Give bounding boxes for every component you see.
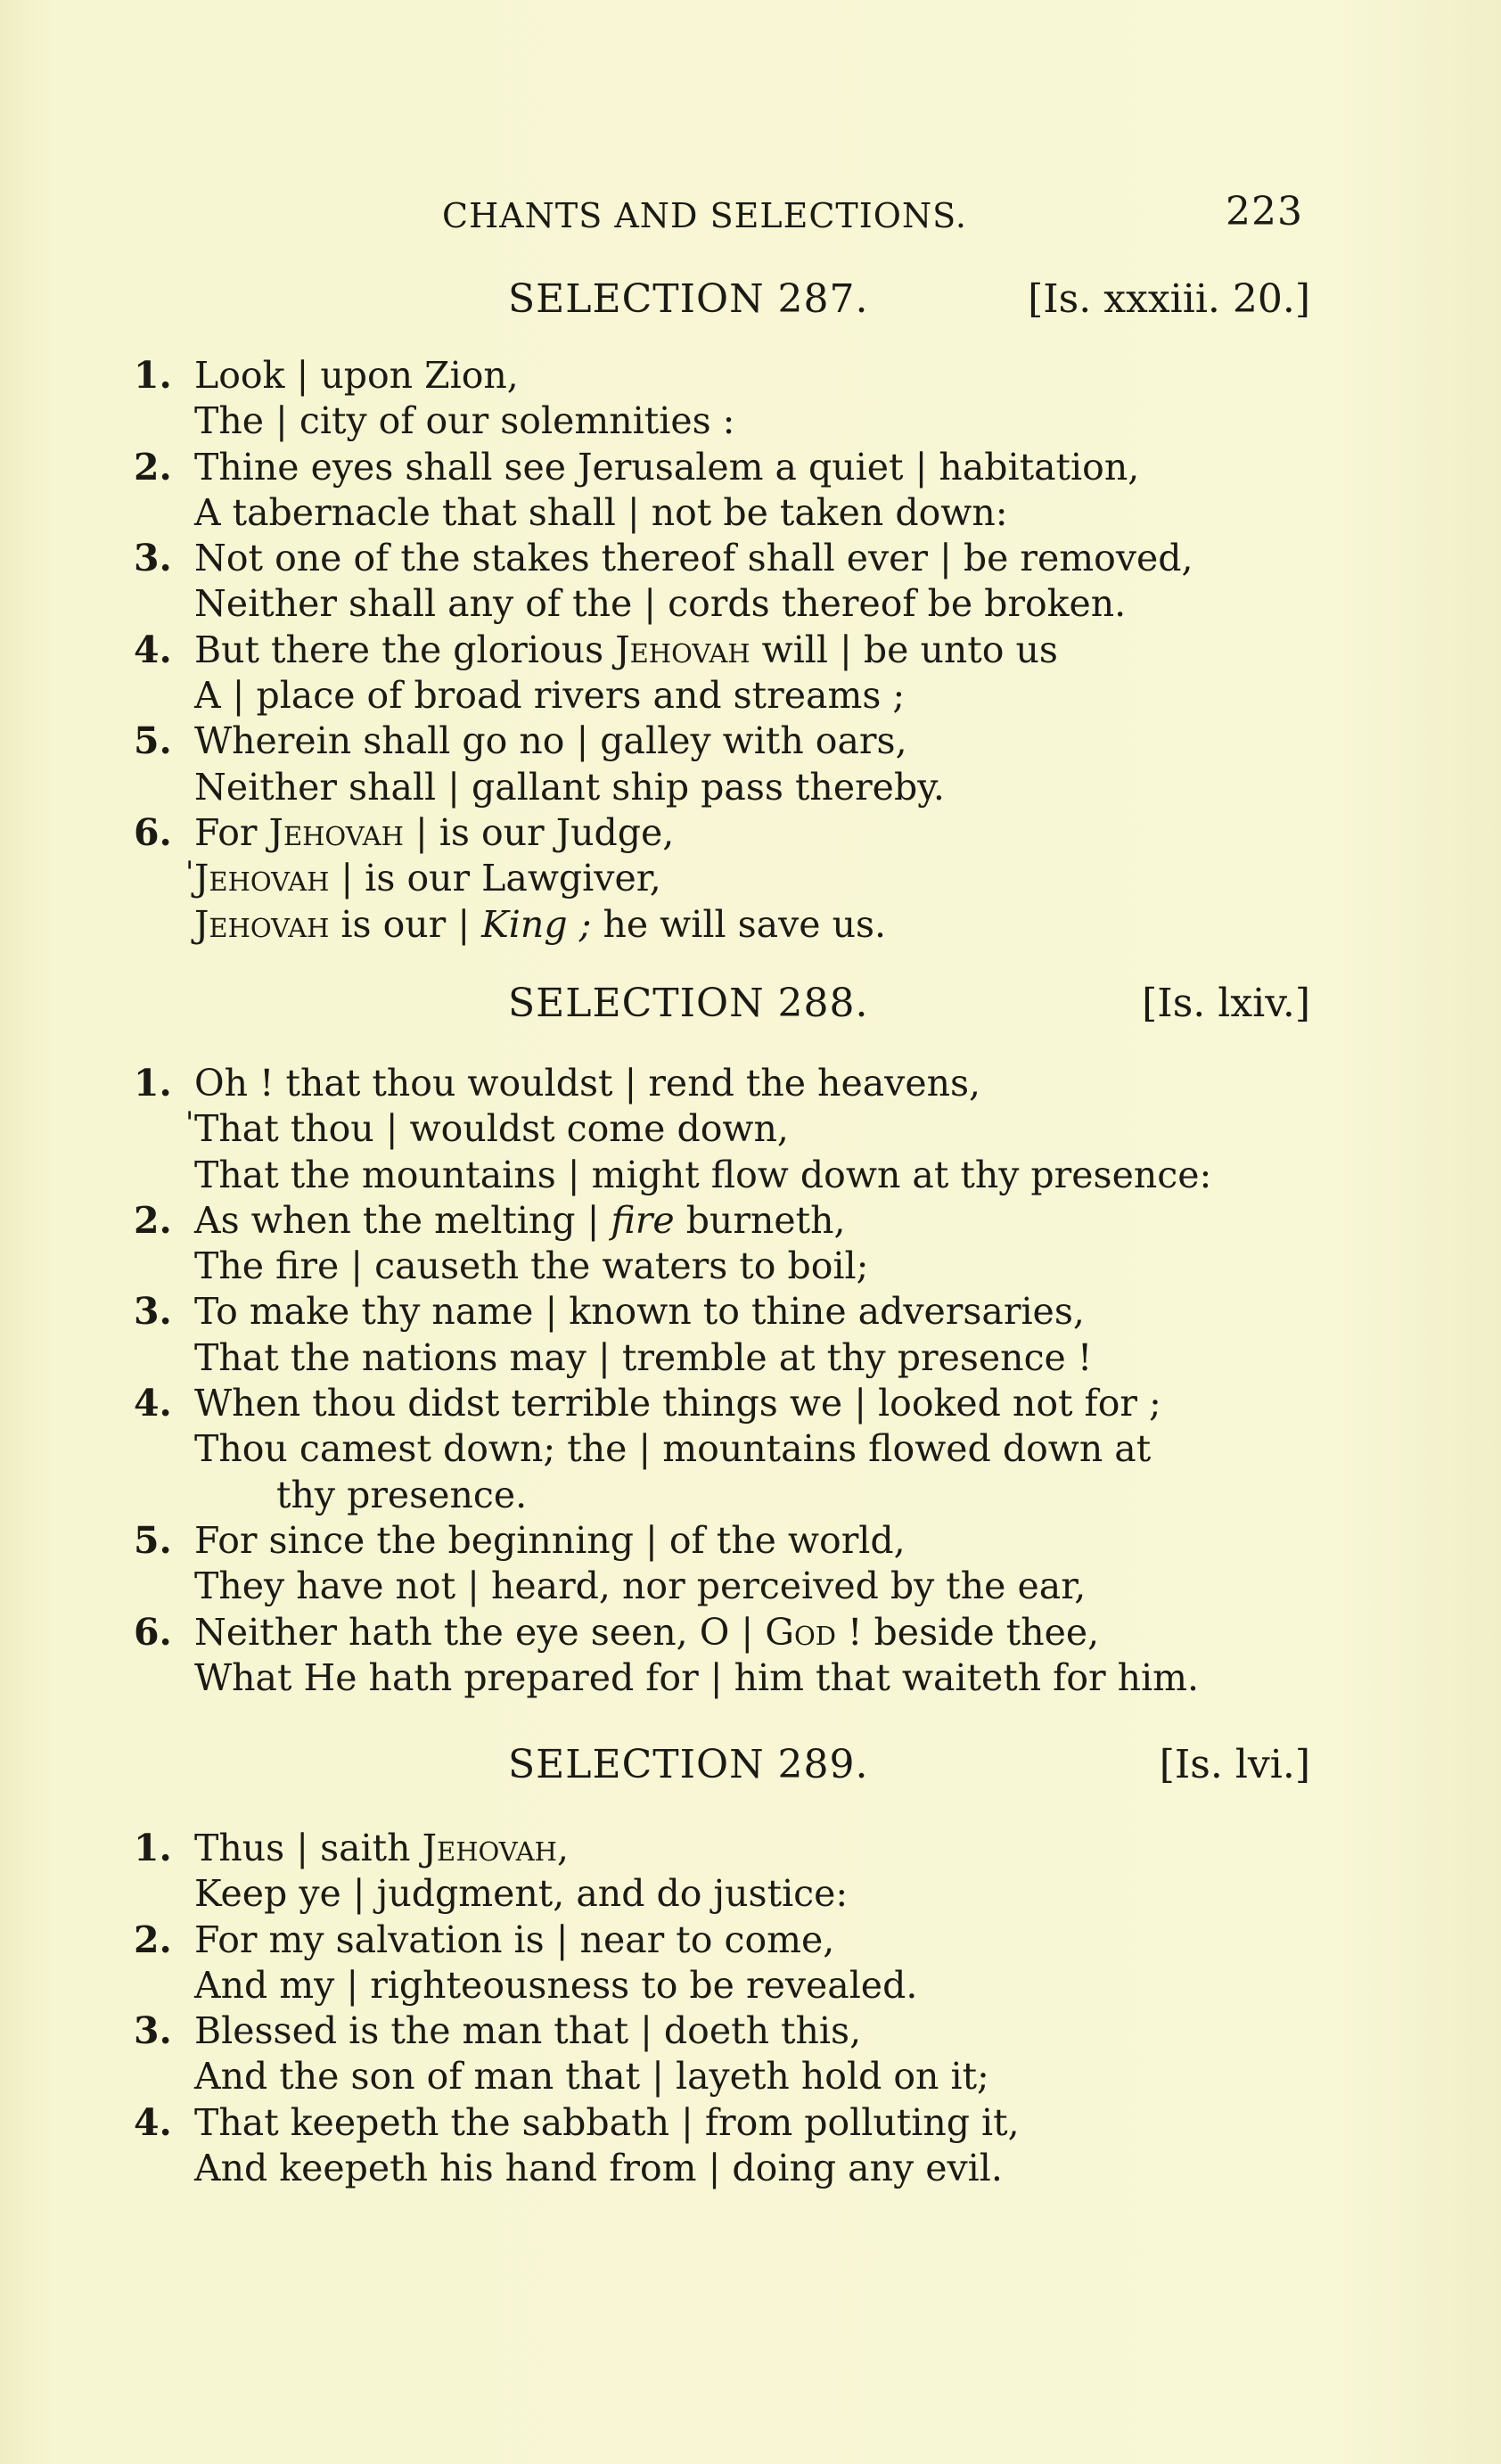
- chant-mark: ': [185, 1105, 194, 1142]
- verse-text-part: burneth,: [674, 1198, 846, 1242]
- divine-name: Jehovah: [268, 810, 404, 854]
- verse-text: [194, 1289, 1085, 1335]
- verse-text-part: Thine eyes shall see Jerusalem a quiet | habitation,: [194, 445, 1140, 489]
- verse-line: [134, 1871, 1328, 1917]
- verse-number: 5.: [134, 1518, 172, 1562]
- divine-name: God: [765, 1610, 837, 1654]
- verse-number: 1.: [134, 1062, 172, 1105]
- verse-text: [194, 2100, 1020, 2146]
- verse-text-part: And keepeth his hand from | doing any evil.: [194, 2147, 1003, 2190]
- verse-line: [134, 2054, 1328, 2099]
- verse-text: [194, 581, 1126, 627]
- verse-text-part: For my salvation is | near to come,: [194, 1918, 835, 1961]
- verse-line: [134, 445, 1328, 490]
- verse-text-part: Oh ! that thou wouldst | rend the heavens,: [194, 1062, 981, 1105]
- verse-text-part: will | be unto us: [750, 628, 1058, 671]
- verse-line: [134, 1198, 1328, 1244]
- verse-text-part: And my | righteousness to be revealed.: [194, 1963, 918, 2007]
- verse-text-part: Not one of the stakes thereof shall ever | be removed,: [194, 537, 1193, 580]
- verse-text-part: | is our Judge,: [403, 810, 675, 854]
- verse-line: [134, 673, 1328, 719]
- verse-line: [134, 353, 1328, 398]
- verse-number: 1.: [134, 1827, 172, 1869]
- verse-text: [194, 1106, 789, 1152]
- verse-text-part: Look | upon Zion,: [194, 354, 519, 397]
- verse-text-part: Thou camest down; the | mountains flowed down at: [194, 1427, 1152, 1471]
- verse-text-part: The | city of our solemnities :: [194, 399, 735, 443]
- verse-number: 1.: [134, 354, 172, 397]
- scripture-reference: [Is. lxiv.]: [1142, 981, 1310, 1026]
- verse-text-part: That the nations may | tremble at thy presence !: [194, 1335, 1093, 1379]
- verse-text-part: is our |: [329, 902, 482, 946]
- verse-text-part: They have not | heard, nor perceived by the ear,: [194, 1565, 1087, 1608]
- verse-line: [134, 1381, 1328, 1426]
- verse-line: [134, 1106, 1328, 1152]
- verse-number: 4.: [134, 2100, 172, 2144]
- verse-line: [134, 810, 1328, 856]
- verse-text-part: That keepeth the sabbath | from polluting it,: [194, 2100, 1020, 2144]
- verse-text-part: The fire | causeth the waters to boil;: [194, 1244, 869, 1288]
- verse-text-part: he will save us.: [591, 902, 887, 946]
- verse-line: [134, 490, 1328, 536]
- verse-number: 4.: [134, 628, 172, 671]
- verse-text: [194, 1244, 868, 1289]
- verse-text: [194, 1918, 834, 1963]
- verse-text-part: Neither shall | gallant ship pass thereby.: [194, 765, 945, 809]
- verse-text-part: For: [194, 810, 269, 854]
- verse-text-part: Wherein shall go no | galley with oars,: [194, 719, 907, 763]
- selection-heading: [125, 276, 1310, 330]
- verse-text: [194, 1826, 569, 1871]
- verse-text-part: To make thy name | known to thine adversaries,: [194, 1290, 1085, 1334]
- verse-text-part: But there the glorious: [194, 628, 616, 671]
- verse-number: 2.: [134, 1918, 172, 1961]
- verse-text-part: When thou didst terrible things we | looked not for ;: [194, 1382, 1161, 1425]
- verse-text: [194, 1655, 1199, 1701]
- verse-text-part: A | place of broad rivers and streams ;: [194, 674, 906, 718]
- verse-line: [134, 856, 1328, 901]
- verse-line: [134, 1426, 1328, 1472]
- verse-number: 5.: [134, 719, 172, 763]
- verse-text: [194, 2146, 1003, 2191]
- verse-line: [134, 1244, 1328, 1289]
- chant-mark: ': [185, 855, 194, 891]
- verse-text: [194, 673, 905, 719]
- verse-line: [134, 536, 1328, 581]
- running-title: CHANTS AND SELECTIONS.: [442, 196, 967, 235]
- verse-text: [194, 1518, 906, 1564]
- verse-text: [194, 810, 674, 856]
- selection-heading: [125, 1742, 1310, 1795]
- verse-text: [194, 719, 907, 764]
- verse-text: [194, 1153, 1211, 1198]
- divine-name: Jehovah: [194, 902, 330, 946]
- verse-text: [194, 2054, 989, 2099]
- verse-text-part: Neither hath the eye seen, O |: [194, 1610, 766, 1654]
- verse-number: 3.: [134, 2009, 172, 2053]
- verse-text-part: What He hath prepared for | him that waiteth for him.: [194, 1655, 1200, 1699]
- verse-number: 2.: [134, 1198, 172, 1242]
- scripture-reference: [Is. xxxiii. 20.]: [1028, 276, 1310, 322]
- verse-text: [194, 490, 1008, 536]
- verse-line: [134, 581, 1328, 627]
- selection-heading: [125, 981, 1310, 1034]
- verse-text: [194, 1610, 1099, 1655]
- verse-number: 6.: [134, 1610, 172, 1654]
- verse-text: [194, 1061, 980, 1106]
- selection-verses: [134, 1061, 1328, 1701]
- verse-line: [134, 398, 1328, 444]
- verse-line: [134, 2146, 1328, 2191]
- verse-line: [134, 2100, 1328, 2146]
- selection-title: SELECTION 288.: [508, 981, 869, 1026]
- verse-number: 2.: [134, 445, 172, 489]
- verse-line: [134, 1518, 1328, 1564]
- verse-text: [194, 1564, 1086, 1609]
- verse-line: [134, 1918, 1328, 1963]
- selection-verses: [134, 1826, 1328, 2191]
- verse-line: [134, 902, 1328, 948]
- verse-text: [194, 353, 519, 398]
- divine-name: Jehovah: [422, 1827, 557, 1869]
- verse-text-part: A tabernacle that shall | not be taken down:: [194, 490, 1008, 534]
- verse-line: [134, 628, 1328, 673]
- verse-line: [134, 1335, 1328, 1381]
- verse-text: [194, 1198, 846, 1244]
- verse-line: [134, 765, 1328, 810]
- verse-line: [134, 719, 1328, 764]
- verse-line: [134, 1963, 1328, 2008]
- italic-word: fire: [611, 1198, 675, 1242]
- verse-text-part: For since the beginning | of the world,: [194, 1518, 906, 1562]
- verse-text: [194, 856, 661, 901]
- verse-number: 3.: [134, 1290, 172, 1334]
- verse-line: [134, 1564, 1328, 1609]
- verse-number: 3.: [134, 537, 172, 580]
- divine-name: Jehovah: [615, 628, 750, 671]
- verse-text: [194, 445, 1139, 490]
- verse-text-part: ! beside thee,: [836, 1610, 1100, 1654]
- verse-text-part: Thus | saith: [194, 1827, 422, 1869]
- verse-text: [194, 628, 1058, 673]
- verse-text: [194, 1335, 1092, 1381]
- verse-text-part: And the son of man that | layeth hold on it;: [194, 2055, 989, 2099]
- verse-text-part: Neither shall any of the | cords thereof be broken.: [194, 582, 1127, 626]
- verse-text-part: That thou | wouldst come down,: [194, 1107, 789, 1151]
- verse-text: [194, 1381, 1161, 1426]
- verse-text: [194, 1963, 917, 2008]
- verse-text: [194, 1426, 1151, 1472]
- verse-text: [194, 902, 886, 948]
- verse-text-part: That the mountains | might flow down at thy presence:: [194, 1153, 1212, 1196]
- scripture-reference: [Is. lvi.]: [1159, 1742, 1310, 1787]
- verse-line: [134, 1153, 1328, 1198]
- verse-line: [134, 1610, 1328, 1655]
- verse-text-part: As when the melting |: [194, 1198, 611, 1242]
- verse-line: [134, 1826, 1328, 1871]
- verse-line: [134, 1061, 1328, 1106]
- verse-number: 4.: [134, 1382, 172, 1425]
- verse-text: [194, 398, 735, 444]
- italic-word: King ;: [481, 902, 592, 946]
- verse-number: 6.: [134, 810, 172, 854]
- verse-text-part: ,: [556, 1827, 570, 1869]
- selection-verses: [134, 353, 1328, 948]
- verse-line: [134, 1289, 1328, 1335]
- verse-line: [134, 2008, 1328, 2054]
- verse-line: [134, 1655, 1328, 1701]
- verse-text: [194, 2008, 861, 2054]
- verse-line: [134, 1473, 1328, 1518]
- running-header: [442, 189, 1303, 242]
- verse-text: [194, 536, 1193, 581]
- page-number: 223: [1226, 189, 1303, 234]
- verse-text-part: | is our Lawgiver,: [329, 857, 661, 900]
- verse-text-part: Blessed is the man that | doeth this,: [194, 2009, 862, 2053]
- selection-title: SELECTION 289.: [508, 1742, 869, 1787]
- divine-name: Jehovah: [194, 857, 330, 900]
- verse-text: [276, 1473, 527, 1518]
- verse-text-part: Keep ye | judgment, and do justice:: [194, 1872, 849, 1916]
- verse-text-part: thy presence.: [276, 1473, 528, 1516]
- selection-title: SELECTION 287.: [508, 276, 869, 322]
- verse-text: [194, 1871, 848, 1917]
- verse-text: [194, 765, 945, 810]
